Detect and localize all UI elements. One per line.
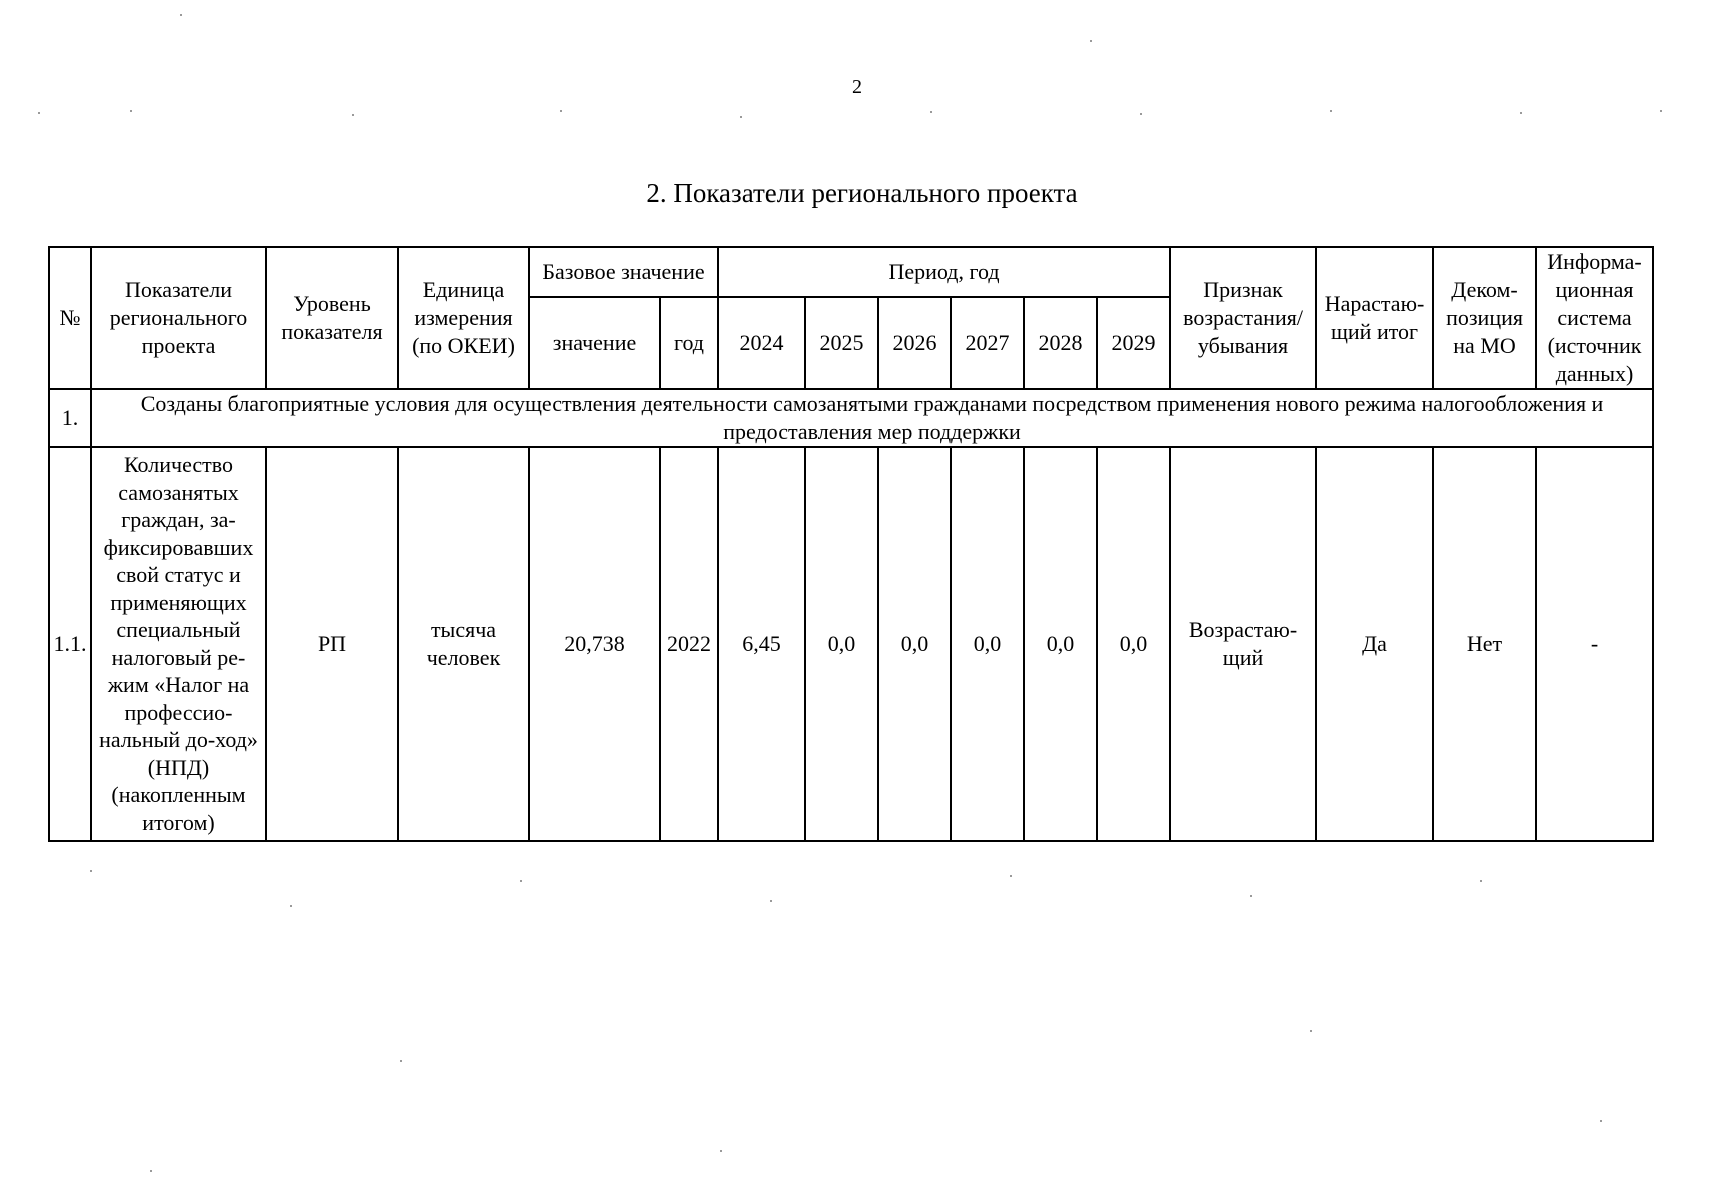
row-value-2025: 0,0 [805, 447, 878, 841]
row-value-2029: 0,0 [1097, 447, 1170, 841]
scan-speck [180, 14, 182, 16]
header-base-value-value: значение [529, 297, 660, 389]
header-level: Уровень показателя [266, 247, 398, 389]
page-number: 2 [852, 76, 862, 98]
scan-speck [400, 1060, 402, 1062]
row-unit: тысяча человек [398, 447, 529, 841]
header-unit: Единица измерения (по ОКЕИ) [398, 247, 529, 389]
row-info-system: - [1536, 447, 1653, 841]
header-year-2024: 2024 [718, 297, 805, 389]
header-year-2026: 2026 [878, 297, 951, 389]
scan-speck [770, 900, 772, 902]
header-info-system: Информа-ционная система (источник данных) [1536, 247, 1653, 389]
scan-speck [1140, 113, 1142, 115]
group-number: 1. [49, 389, 91, 447]
scan-speck [1600, 1120, 1602, 1122]
row-value-2024: 6,45 [718, 447, 805, 841]
header-base-value-year: год [660, 297, 718, 389]
scan-speck [1660, 110, 1662, 112]
row-indicator-name: Количество самозанятых граждан, за-фиксировавших свой статус и применяющих специальный налоговый ре-жим «Налог на профессио-нальный до-ход» (НПД) (накопленным итогом) [91, 447, 266, 841]
header-year-2028: 2028 [1024, 297, 1097, 389]
header-indicator: Показатели регионального проекта [91, 247, 266, 389]
header-base-value: Базовое значение [529, 247, 718, 297]
scan-speck [1310, 1030, 1312, 1032]
row-level: РП [266, 447, 398, 841]
scan-speck [1010, 875, 1012, 877]
row-number: 1.1. [49, 447, 91, 841]
section-title: 2. Показатели регионального проекта [646, 178, 1078, 208]
scan-speck [150, 1170, 152, 1172]
header-cumulative: Нарастаю-щий итог [1316, 247, 1433, 389]
row-base-value: 20,738 [529, 447, 660, 841]
header-row-top [49, 247, 1653, 297]
scan-speck [130, 110, 132, 112]
row-value-2027: 0,0 [951, 447, 1024, 841]
header-number: № [49, 247, 91, 389]
header-period: Период, год [718, 247, 1170, 297]
group-text: Созданы благоприятные условия для осуществления деятельности самозанятыми гражданами посредством применения нового режима налогообложения и предоставления мер поддержки [91, 389, 1653, 447]
scan-speck [1250, 895, 1252, 897]
row-trend: Возрастаю-щий [1170, 447, 1316, 841]
scan-speck [930, 111, 932, 113]
header-year-2029: 2029 [1097, 297, 1170, 389]
scan-speck [740, 116, 742, 118]
row-base-year: 2022 [660, 447, 718, 841]
header-decomposition: Деком-позиция на МО [1433, 247, 1536, 389]
scan-speck [1330, 110, 1332, 112]
row-decomposition: Нет [1433, 447, 1536, 841]
scan-speck [520, 880, 522, 882]
scan-speck [1480, 880, 1482, 882]
header-year-2027: 2027 [951, 297, 1024, 389]
scan-speck [90, 870, 92, 872]
row-cumulative: Да [1316, 447, 1433, 841]
scan-speck [352, 114, 354, 116]
scan-speck [1090, 40, 1092, 42]
scan-speck [38, 112, 40, 114]
row-value-2028: 0,0 [1024, 447, 1097, 841]
header-trend: Признак возрастания/ убывания [1170, 247, 1316, 389]
table-row [49, 447, 1653, 841]
scan-speck [720, 1150, 722, 1152]
group-row [49, 389, 1653, 447]
scan-speck [290, 905, 292, 907]
scan-speck [560, 110, 562, 112]
indicators-table [48, 246, 1654, 842]
header-year-2025: 2025 [805, 297, 878, 389]
scan-speck [1520, 112, 1522, 114]
row-value-2026: 0,0 [878, 447, 951, 841]
